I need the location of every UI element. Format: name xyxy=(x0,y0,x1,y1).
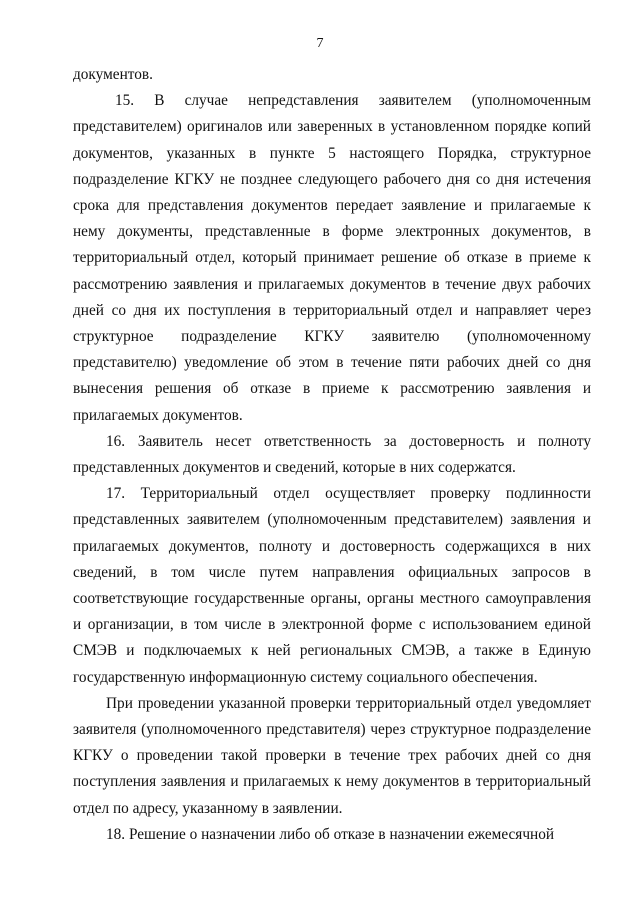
paragraph-clause-17: 17. Территориальный отдел осуществляет проверку подлинности представленных заявителем (уполномоченным представителем) заявления и прилагаемых документов, полноту и достоверность содержащихся в них сведений, в том числе путем направления официальных запросов в соответствующие государственные органы, органы местного самоуправления и организации, в том числе в электронной форме с использованием единой СМЭВ и подключаемых к ней региональных СМЭВ, а также в Единую государственную информационную систему социального обеспечения. xyxy=(73,485,591,686)
page-number: 7 xyxy=(316,36,324,51)
document-body xyxy=(73,62,591,848)
paragraph-continuation: документов. xyxy=(73,66,153,83)
paragraph-clause-18: 18. Решение о назначении либо об отказе в назначении ежемесячной xyxy=(106,825,555,843)
paragraph-clause-16: 16. Заявитель несет ответственность за достоверность и полноту представленных документов и сведений, которые в них содержатся. xyxy=(73,432,591,477)
paragraph-clause-15: 15. В случае непредставления заявителем (уполномоченным представителем) оригиналов или заверенных в установленном порядке копий документов, указанных в пункте 5 настоящего Порядка, структурное подразделение КГКУ не позднее следующего рабочего дня со дня истечения срока для представления документов передает заявление и прилагаемые к нему документы, представленные в форме электронных документов, в территориальный отдел, который принимает решение об отказе в приеме к рассмотрению заявления и прилагаемых документов в течение двух рабочих дней со дня их поступления в территориальный отдел и направляет через структурное подразделение КГКУ заявителю (уполномоченному представителю) уведомление об этом в течение пяти рабочих дней со дня вынесения решения об отказе в приеме к рассмотрению заявления и прилагаемых документов. xyxy=(73,92,591,424)
paragraph-verification-notice: При проведении указанной проверки территориальный отдел уведомляет заявителя (уполномоченного представителя) через структурное подразделение КГКУ о проведении такой проверки в течение трех рабочих дней со дня поступления заявления и прилагаемых к нему документов в территориальный отдел по адресу, указанному в заявлении. xyxy=(73,694,591,817)
